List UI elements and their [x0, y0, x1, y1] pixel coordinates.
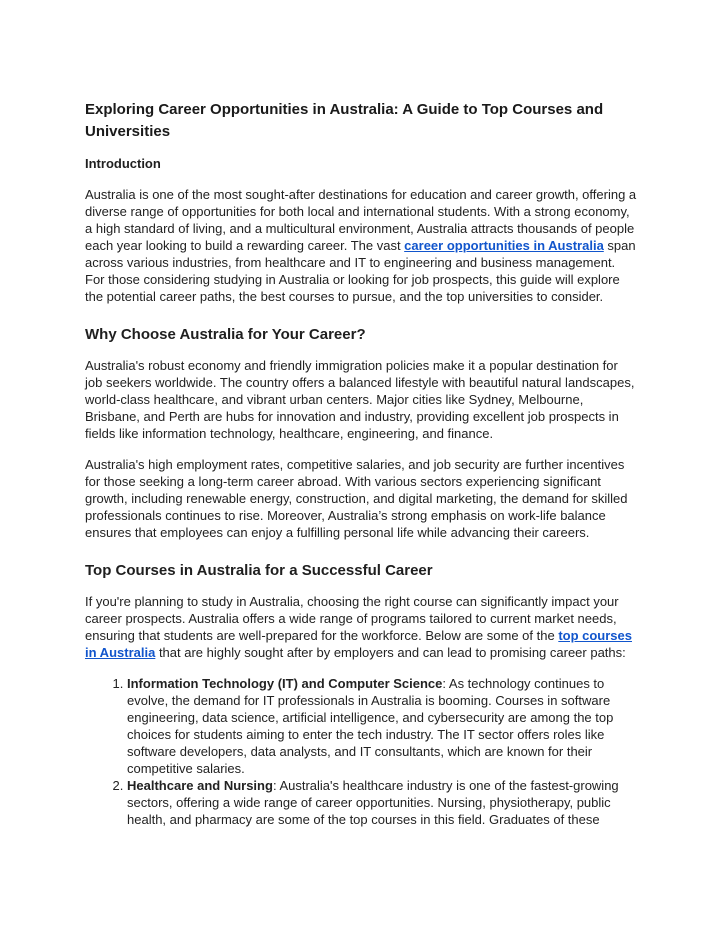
courses-intro-paragraph	[85, 593, 637, 661]
list-item	[127, 675, 637, 777]
intro-text-after: span across various industries, from healthcare and IT to engineering and business management. For those considering studying in Australia or looking for job prospects, this guide will explore the potential career paths, the best courses to pursue, and the top universities to consider.	[85, 238, 636, 304]
why-paragraph-1: Australia's robust economy and friendly immigration policies make it a popular destination for job seekers worldwide. The country offers a balanced lifestyle with beautiful natural landscapes, world-class healthcare, and vibrant urban centers. Major cities like Sydney, Melbourne, Brisbane, and Perth are hubs for innovation and industry, providing excellent job prospects in fields like information technology, healthcare, engineering, and finance.	[85, 358, 635, 441]
top-courses-link[interactable]: top courses in Australia	[85, 628, 632, 660]
document-title: Exploring Career Opportunities in Australia: A Guide to Top Courses and Universities	[85, 101, 604, 140]
why-australia-heading: Why Choose Australia for Your Career?	[85, 326, 366, 343]
career-opportunities-link[interactable]: career opportunities in Australia	[404, 238, 604, 253]
course-name: Healthcare and Nursing	[127, 778, 273, 793]
intro-text-before: Australia is one of the most sought-after destinations for education and career growth, offering a diverse range of opportunities for both local and international students. With a strong economy, a high standard of living, and a multicultural environment, Australia attracts thousands of people each year looking to build a rewarding career. The vast	[85, 187, 637, 253]
document-page	[85, 99, 637, 828]
courses-intro-text-after: that are highly sought after by employers and can lead to promising career paths:	[155, 645, 626, 660]
why-paragraph-2: Australia's high employment rates, competitive salaries, and job security are further incentives for those seeking a long-term career abroad. With various sectors experiencing significant growth, including renewable energy, construction, and digital marketing, the demand for skilled professionals continues to rise. Moreover, Australia’s strong emphasis on work-life balance ensures that employees can enjoy a fulfilling personal life while advancing their careers.	[85, 457, 628, 540]
introduction-heading: Introduction	[85, 156, 161, 171]
course-description: : As technology continues to evolve, the demand for IT professionals in Australia is booming. Courses in software engineering, data science, artificial intelligence, and cybersecurity are among the top choices for students aiming to enter the tech industry. The IT sector offers roles like software developers, data analysts, and IT consultants, which are known for their competitive salaries.	[127, 676, 614, 776]
list-item	[127, 777, 637, 828]
course-description: : Australia's healthcare industry is one of the fastest-growing sectors, offering a wide range of career opportunities. Nursing, physiotherapy, public health, and pharmacy are some of the top courses in this field. Graduates of these	[127, 778, 619, 827]
top-courses-heading: Top Courses in Australia for a Successful Career	[85, 562, 433, 579]
course-name: Information Technology (IT) and Computer Science	[127, 676, 443, 691]
courses-intro-text-before: If you're planning to study in Australia, choosing the right course can significantly impact your career prospects. Australia offers a wide range of programs tailored to current market needs, ensuring that students are well-prepared for the workforce. Below are some of the	[85, 594, 619, 643]
courses-list	[85, 675, 637, 828]
introduction-paragraph	[85, 186, 637, 305]
